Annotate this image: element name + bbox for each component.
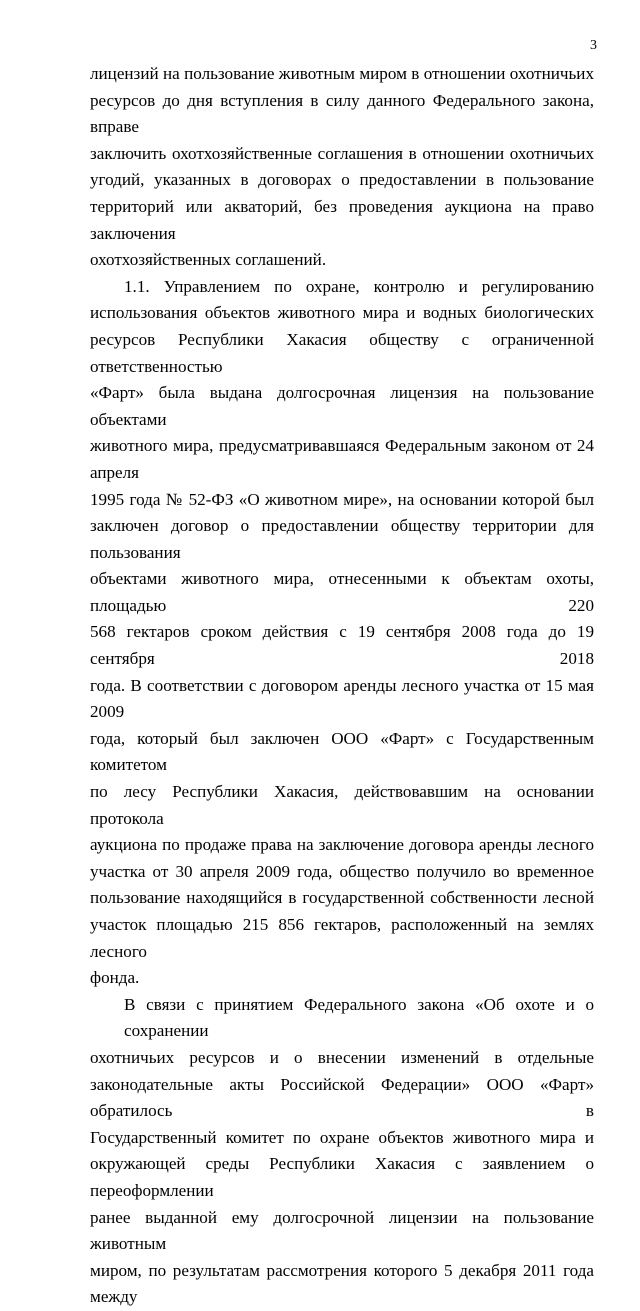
text-line: 1995 года № 52-ФЗ «О животном мире», на основании которой был: [90, 489, 594, 509]
text-line: года. В соответствии с договором аренды лесного участка от 15 мая 2009: [90, 675, 594, 722]
text-line-first: 1.1. Управлением по охране, контролю и регулированию: [124, 276, 594, 296]
text-line: охотничьих ресурсов и о внесении изменений в отдельные: [90, 1047, 594, 1067]
text-line: заключить охотхозяйственные соглашения в отношении охотничьих: [90, 143, 594, 163]
text-line: окружающей среды Республики Хакасия с заявлением о переоформлении: [90, 1154, 594, 1200]
text-line: лицензий на пользование животным миром в отношении охотничьих: [90, 64, 594, 83]
text-line: заключен договор о предоставлении обществу территории для пользования: [90, 516, 594, 562]
text-line: угодий, указанных в договорах о предоставлении в пользование: [90, 170, 594, 190]
text-line: по лесу Республики Хакасия, действовавшим на основании протокола: [90, 782, 594, 828]
text-line: ресурсов Республики Хакасия обществу с ограниченной ответственностью: [90, 329, 594, 376]
paragraph-section-1-1: [90, 274, 594, 992]
text-line: участка от 30 апреля 2009 года, общество получило во временное: [90, 861, 594, 881]
paragraph-continuation: [90, 61, 594, 274]
text-line: «Фарт» была выдана долгосрочная лицензия на пользование объектами: [90, 383, 594, 429]
page-number: 3: [590, 38, 597, 53]
text-line: фонда.: [90, 968, 140, 988]
text-line: Государственный комитет по охране объектов животного мира и: [90, 1127, 594, 1147]
text-line: пользование находящийся в государственной собственности лесной: [90, 888, 594, 908]
text-line: объектами животного мира, отнесенными к объектам охоты, площадью 220: [90, 569, 594, 615]
text-line: участок площадью 215 856 гектаров, расположенный на землях лесного: [90, 915, 594, 961]
text-line: территорий или акваторий, без проведения аукциона на право заключения: [90, 196, 594, 243]
text-line: 568 гектаров сроком действия с 19 сентября 2008 года до 19 сентября 2018: [90, 622, 594, 669]
text-line: миром, по результатам рассмотрения которого 5 декабря 2011 года между: [90, 1260, 594, 1307]
text-line: года, который был заключен ООО «Фарт» с Государственным комитетом: [90, 728, 594, 775]
text-line: животного мира, предусматривавшаяся Федеральным законом от 24 апреля: [90, 436, 594, 482]
text-line-first: В связи с принятием Федерального закона «Об охоте и о сохранении: [124, 994, 594, 1041]
text-line: законодательные акты Российской Федерации» ООО «Фарт» обратилось в: [90, 1074, 594, 1121]
text-line: аукциона по продаже права на заключение договора аренды лесного: [90, 835, 594, 855]
text-line: ранее выданной ему долгосрочной лицензии на пользование животным: [90, 1207, 594, 1254]
document-body: [90, 61, 594, 1311]
paragraph-transition: [90, 992, 594, 1311]
text-line: ресурсов до дня вступления в силу данного Федерального закона, вправе: [90, 90, 594, 137]
text-line: охотхозяйственных соглашений.: [90, 250, 327, 270]
text-line: использования объектов животного мира и водных биологических: [90, 303, 594, 323]
